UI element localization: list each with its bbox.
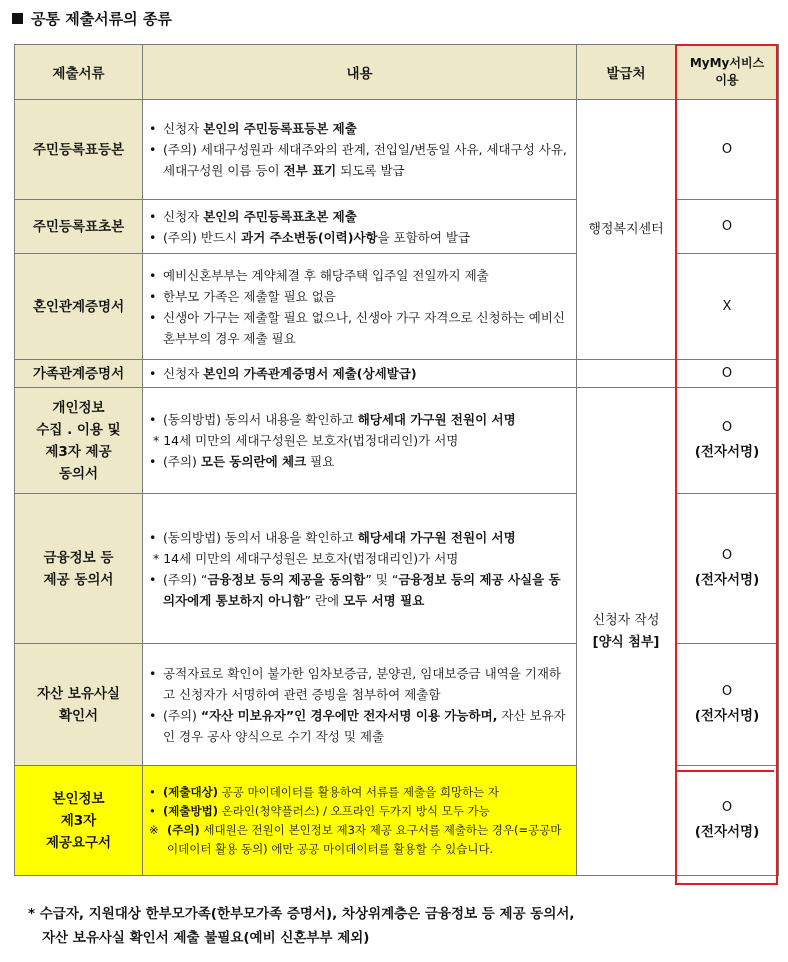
header-issuer: 발급처 (577, 45, 676, 100)
row-content (143, 766, 577, 876)
footnote (28, 902, 778, 950)
list-item: • (제출방법) 온라인(청약플러스) / 오프라인 두가지 방식 모두 가능 (149, 803, 490, 818)
header-mymy-line1: MyMy서비스 (689, 56, 765, 70)
list-item: • 신청자 본인의 가족관계증명서 제출(상세발급) (149, 366, 417, 381)
list-item: • (주의) “금융정보 등의 제공을 동의함” 및 “금융정보 등의 제공 사실을 동의자에게 통보하지 아니함” 란에 모두 서명 필요 (149, 571, 561, 608)
doc-name: 금융정보 등 제공 동의서 (15, 494, 143, 644)
mymy-cell: O (676, 360, 779, 388)
mymy-cell: O (676, 100, 779, 200)
doc-name: 주민등록표등본 (15, 100, 143, 200)
row-content (143, 494, 577, 644)
row-content (143, 100, 577, 200)
list-item: • 신생아 가구는 제출할 필요 없으나, 신생아 가구 자격으로 신청하는 예비신혼부부의 경우 제출 필요 (149, 309, 565, 346)
table-row (15, 388, 779, 494)
issuer-line1: 신청자 작성 (592, 612, 660, 628)
list-item: • (주의) 모든 동의란에 체크 필요 (149, 454, 335, 469)
doc-name: 가족관계증명서 (15, 360, 143, 388)
issuer-cell: 행정복지센터 (577, 100, 676, 360)
doc-name: 혼인관계증명서 (15, 254, 143, 360)
header-mymy (676, 45, 779, 100)
row-content (143, 254, 577, 360)
square-bullet-icon (12, 13, 23, 24)
issuer-cell (577, 388, 676, 876)
mymy-cell: O (전자서명) (676, 644, 779, 766)
row-content (143, 360, 577, 388)
doc-name: 개인정보 수집 . 이용 및 제3자 제공 동의서 (15, 388, 143, 494)
list-item: • 공적자료로 확인이 불가한 임차보증금, 분양권, 임대보증금 내역을 기재하고 신청자가 서명하여 관련 증빙을 첨부하여 제출함 (149, 665, 562, 702)
doc-name: 본인정보 제3자 제공요구서 (15, 766, 143, 876)
mymy-cell: X (676, 254, 779, 360)
list-item: • (주의) “자산 미보유자”인 경우에만 전자서명 이용 가능하며, 자산 보유자인 경우 공사 양식으로 수기 작성 및 제출 (149, 707, 566, 744)
list-item: ※ (주의) 세대원은 전원이 본인정보 제3자 제공 요구서를 제출하는 경우(=공공마이데이터 활용 동의) 에만 공공 마이데이터를 활용할 수 있습니다. (149, 822, 562, 856)
list-item: • (동의방법) 동의서 내용을 확인하고 해당세대 가구원 전원이 서명 (149, 529, 516, 545)
list-item: • (주의) 세대구성원과 세대주와의 관계, 전입일/변동일 사유, 세대구성 사유, 세대구성원 이름 등이 전부 표기 되도록 발급 (149, 142, 567, 178)
footnote-line2: 자산 보유사실 확인서 제출 불필요(예비 신혼부부 제외) (42, 930, 370, 946)
table-row (15, 360, 779, 388)
section-title-text: 공통 제출서류의 종류 (31, 10, 172, 28)
doc-name: 주민등록표초본 (15, 200, 143, 254)
row-content (143, 200, 577, 254)
list-item: • (동의방법) 동의서 내용을 확인하고 해당세대 가구원 전원이 서명 (149, 412, 516, 427)
row-content (143, 644, 577, 766)
note-item: * 14세 미만의 세대구성원은 보호자(법정대리인)가 서명 (153, 433, 459, 448)
footnote-line1: * 수급자, 지원대상 한부모가족(한부모가족 증명서), 차상위계층은 금융정보 등 제공 동의서, (28, 906, 575, 922)
list-item: • (주의) 반드시 과거 주소변동(이력)사항을 포함하여 발급 (149, 229, 471, 245)
issuer-line2: [양식 첨부] (592, 634, 660, 650)
header-doc: 제출서류 (15, 45, 143, 100)
mymy-cell: O (676, 200, 779, 254)
list-item: • (제출대상) 공공 마이데이터를 활용하여 서류를 제출을 희망하는 자 (149, 784, 500, 799)
issuer-empty (577, 360, 676, 388)
header-mymy-line2: 이용 (715, 73, 739, 87)
table-row (15, 100, 779, 200)
list-item: • 한부모 가족은 제출할 필요 없음 (149, 288, 336, 304)
doc-name: 자산 보유사실 확인서 (15, 644, 143, 766)
section-title (12, 8, 172, 29)
header-content: 내용 (143, 45, 577, 100)
list-item: • 신청자 본인의 주민등록표초본 제출 (149, 208, 357, 224)
note-item: * 14세 미만의 세대구성원은 보호자(법정대리인)가 서명 (153, 550, 459, 566)
list-item: • 예비신혼부부는 계약체결 후 해당주택 입주일 전일까지 제출 (149, 267, 489, 283)
mymy-cell: O (전자서명) (676, 494, 779, 644)
mymy-cell: O (전자서명) (676, 766, 779, 876)
mymy-cell: O (전자서명) (676, 388, 779, 494)
documents-table (14, 44, 779, 876)
table-header-row (15, 45, 779, 100)
list-item: • 신청자 본인의 주민등록표등본 제출 (149, 121, 357, 136)
row-content (143, 388, 577, 494)
